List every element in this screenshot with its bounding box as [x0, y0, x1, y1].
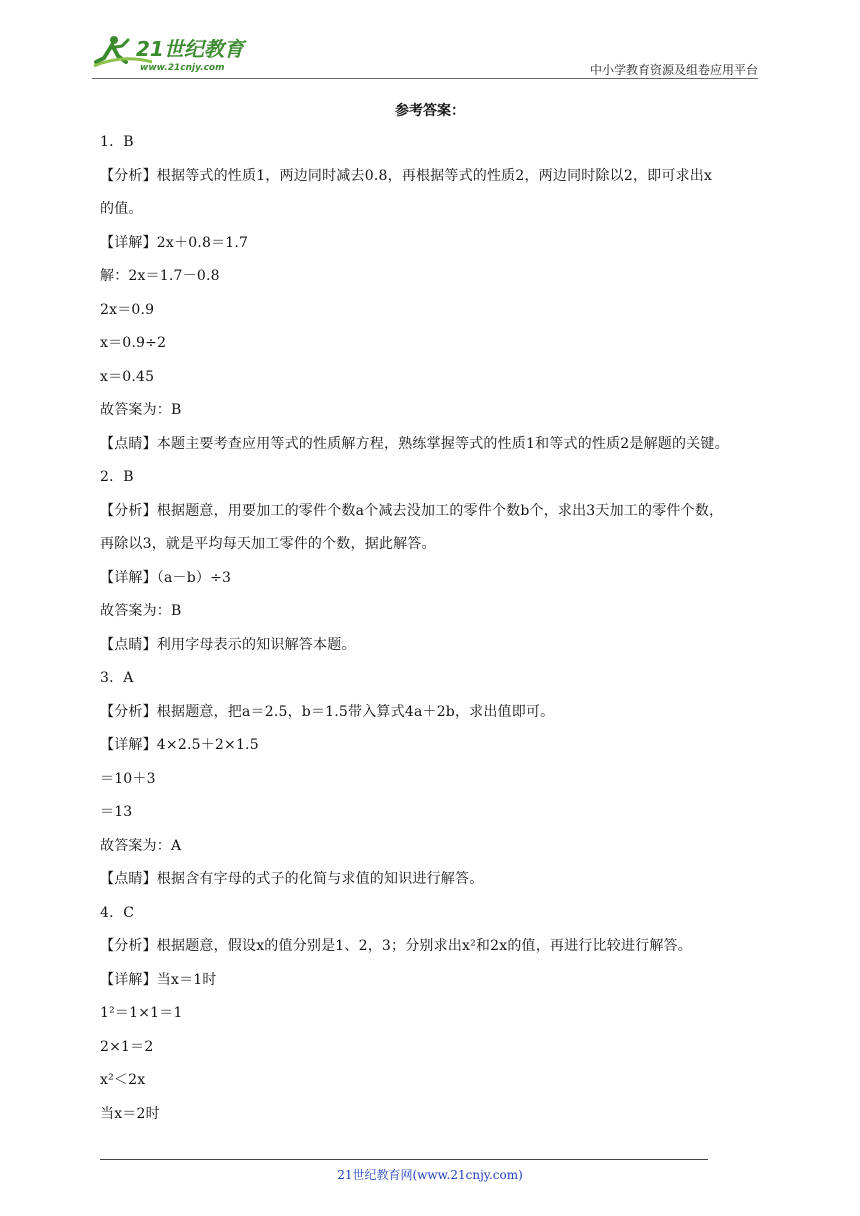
answer-line: 的值。 — [100, 201, 143, 217]
answer-line: 解：2x＝1.7－0.8 — [100, 268, 220, 284]
answer-line: 【点睛】根据含有字母的式子的化简与求值的知识进行解答。 — [100, 871, 484, 887]
answer-line: 4．C — [100, 904, 135, 921]
answer-line: 故答案为：A — [100, 837, 182, 854]
header-divider — [92, 78, 758, 79]
answer-line: 2．B — [100, 469, 134, 485]
answer-line: 2×1＝2 — [100, 1038, 154, 1055]
answer-line: 【详解】（a－b）÷3 — [100, 569, 232, 586]
answer-line: 1．B — [100, 134, 134, 150]
answer-content — [100, 126, 762, 1131]
answer-line: 【详解】2x＋0.8＝1.7 — [100, 234, 249, 251]
footer-link[interactable]: 21世纪教育网(www.21cnjy.com) — [337, 1168, 523, 1182]
answer-line: 1²＝1×1＝1 — [100, 1005, 183, 1021]
answer-line: 【点睛】利用字母表示的知识解答本题。 — [100, 636, 356, 653]
answer-line: 【点睛】本题主要考查应用等式的性质解方程，熟练掌握等式的性质1和等式的性质2是解题的关键。 — [100, 435, 729, 452]
answer-line: 【分析】根据等式的性质1，两边同时减去0.8，再根据等式的性质2，两边同时除以2，即可求出x — [100, 167, 713, 184]
answer-line: 【分析】根据题意，把a＝2.5，b＝1.5带入算式4a＋2b，求出值即可。 — [100, 703, 555, 720]
answer-line: 【详解】4×2.5＋2×1.5 — [100, 737, 259, 753]
answer-line: 【详解】当x＝1时 — [100, 971, 217, 988]
answer-line: 故答案为：B — [100, 402, 182, 418]
answer-line: 3．A — [100, 670, 134, 686]
page-header — [92, 30, 758, 80]
answer-line: x＝0.9÷2 — [100, 335, 167, 351]
runner-logo-icon — [92, 32, 262, 76]
answer-line: ＝10＋3 — [100, 770, 156, 787]
answer-line: x²＜2x — [100, 1072, 146, 1088]
answer-line: 当x＝2时 — [100, 1105, 160, 1122]
logo — [92, 32, 262, 76]
page-title: 参考答案： — [395, 103, 465, 119]
platform-label: 中小学教育资源及组卷应用平台 — [589, 63, 758, 77]
answer-line: 【分析】根据题意，假设x的值分别是1、2，3；分别求出x²和2x的值，再进行比较进行解答。 — [100, 938, 692, 954]
answer-line: 2x＝0.9 — [100, 301, 155, 318]
answer-line: 【分析】根据题意，用要加工的零件个数a个减去没加工的零件个数b个，求出3天加工的零件个数， — [100, 502, 724, 519]
footer-divider — [100, 1159, 708, 1160]
answer-line: 再除以3，就是平均每天加工零件的个数，据此解答。 — [100, 536, 436, 552]
answer-line: x＝0.45 — [100, 368, 155, 385]
svg-text:www.21cnjy.com: www.21cnjy.com — [140, 63, 225, 73]
answer-line: ＝13 — [100, 804, 133, 820]
answer-line: 故答案为：B — [100, 603, 182, 619]
svg-text:21世纪教育: 21世纪教育 — [136, 37, 244, 61]
